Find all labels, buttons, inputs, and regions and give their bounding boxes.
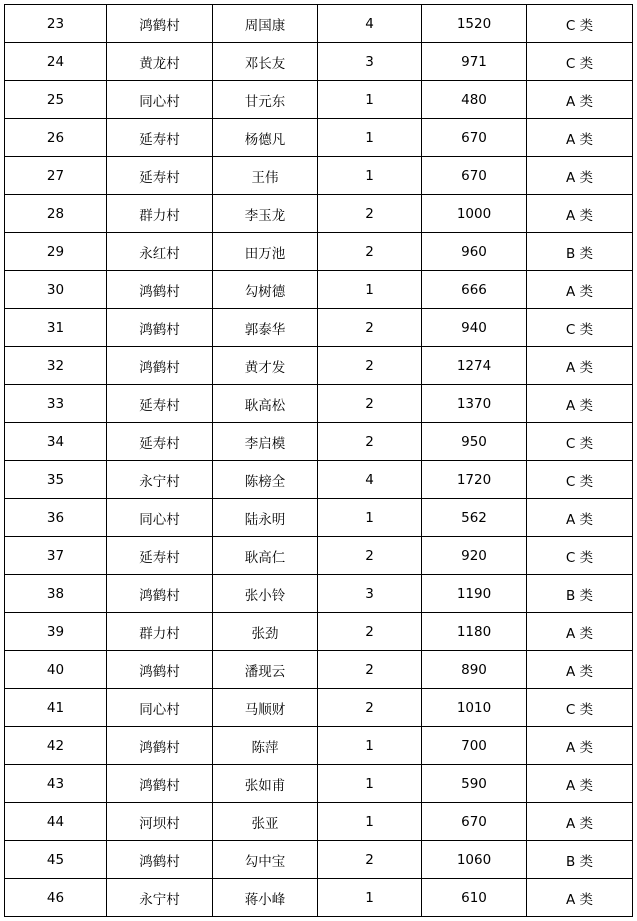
category-cell: A 类 bbox=[527, 765, 633, 803]
village-cell: 延寿村 bbox=[107, 537, 213, 575]
village-cell: 同心村 bbox=[107, 81, 213, 119]
household-size-cell: 2 bbox=[318, 537, 422, 575]
category-cell: C 类 bbox=[527, 5, 633, 43]
table-row bbox=[5, 5, 633, 43]
household-size-cell: 2 bbox=[318, 347, 422, 385]
person-name-cell: 张如甫 bbox=[213, 765, 318, 803]
amount-cell: 670 bbox=[422, 803, 527, 841]
amount-cell: 610 bbox=[422, 879, 527, 917]
amount-cell: 700 bbox=[422, 727, 527, 765]
row-number-cell: 37 bbox=[5, 537, 107, 575]
table-row bbox=[5, 233, 633, 271]
village-cell: 同心村 bbox=[107, 499, 213, 537]
row-number-cell: 39 bbox=[5, 613, 107, 651]
category-cell: C 类 bbox=[527, 309, 633, 347]
row-number-cell: 30 bbox=[5, 271, 107, 309]
household-size-cell: 1 bbox=[318, 879, 422, 917]
person-name-cell: 潘现云 bbox=[213, 651, 318, 689]
amount-cell: 1370 bbox=[422, 385, 527, 423]
category-cell: B 类 bbox=[527, 233, 633, 271]
amount-cell: 670 bbox=[422, 119, 527, 157]
row-number-cell: 35 bbox=[5, 461, 107, 499]
table-row bbox=[5, 81, 633, 119]
household-size-cell: 3 bbox=[318, 43, 422, 81]
village-cell: 鸿鹤村 bbox=[107, 651, 213, 689]
amount-cell: 1190 bbox=[422, 575, 527, 613]
category-cell: A 类 bbox=[527, 727, 633, 765]
category-cell: C 类 bbox=[527, 537, 633, 575]
row-number-cell: 45 bbox=[5, 841, 107, 879]
village-cell: 河坝村 bbox=[107, 803, 213, 841]
village-cell: 鸿鹤村 bbox=[107, 841, 213, 879]
category-cell: B 类 bbox=[527, 841, 633, 879]
person-name-cell: 郭泰华 bbox=[213, 309, 318, 347]
row-number-cell: 27 bbox=[5, 157, 107, 195]
household-size-cell: 1 bbox=[318, 81, 422, 119]
table-row bbox=[5, 347, 633, 385]
household-size-cell: 2 bbox=[318, 385, 422, 423]
amount-cell: 666 bbox=[422, 271, 527, 309]
category-cell: A 类 bbox=[527, 803, 633, 841]
person-name-cell: 杨德凡 bbox=[213, 119, 318, 157]
table-row bbox=[5, 119, 633, 157]
person-name-cell: 李玉龙 bbox=[213, 195, 318, 233]
household-size-cell: 4 bbox=[318, 461, 422, 499]
row-number-cell: 42 bbox=[5, 727, 107, 765]
category-cell: C 类 bbox=[527, 461, 633, 499]
household-size-cell: 1 bbox=[318, 119, 422, 157]
household-size-cell: 2 bbox=[318, 309, 422, 347]
amount-cell: 590 bbox=[422, 765, 527, 803]
table-row bbox=[5, 613, 633, 651]
household-size-cell: 2 bbox=[318, 841, 422, 879]
category-cell: A 类 bbox=[527, 157, 633, 195]
row-number-cell: 26 bbox=[5, 119, 107, 157]
category-cell: A 类 bbox=[527, 119, 633, 157]
person-name-cell: 李启模 bbox=[213, 423, 318, 461]
amount-cell: 950 bbox=[422, 423, 527, 461]
person-name-cell: 耿高松 bbox=[213, 385, 318, 423]
category-cell: A 类 bbox=[527, 879, 633, 917]
amount-cell: 1180 bbox=[422, 613, 527, 651]
village-cell: 黄龙村 bbox=[107, 43, 213, 81]
amount-cell: 1000 bbox=[422, 195, 527, 233]
person-name-cell: 黄才发 bbox=[213, 347, 318, 385]
amount-cell: 562 bbox=[422, 499, 527, 537]
amount-cell: 1010 bbox=[422, 689, 527, 727]
person-name-cell: 周国康 bbox=[213, 5, 318, 43]
person-name-cell: 王伟 bbox=[213, 157, 318, 195]
table-row bbox=[5, 879, 633, 917]
row-number-cell: 23 bbox=[5, 5, 107, 43]
category-cell: A 类 bbox=[527, 195, 633, 233]
household-size-cell: 2 bbox=[318, 613, 422, 651]
records-table-body bbox=[5, 5, 633, 917]
row-number-cell: 25 bbox=[5, 81, 107, 119]
table-row bbox=[5, 499, 633, 537]
category-cell: A 类 bbox=[527, 81, 633, 119]
household-size-cell: 2 bbox=[318, 423, 422, 461]
village-cell: 鸿鹤村 bbox=[107, 575, 213, 613]
person-name-cell: 陈萍 bbox=[213, 727, 318, 765]
person-name-cell: 张劲 bbox=[213, 613, 318, 651]
category-cell: A 类 bbox=[527, 499, 633, 537]
table-row bbox=[5, 765, 633, 803]
amount-cell: 670 bbox=[422, 157, 527, 195]
table-row bbox=[5, 841, 633, 879]
person-name-cell: 田万池 bbox=[213, 233, 318, 271]
row-number-cell: 36 bbox=[5, 499, 107, 537]
person-name-cell: 张亚 bbox=[213, 803, 318, 841]
household-size-cell: 1 bbox=[318, 499, 422, 537]
household-size-cell: 1 bbox=[318, 727, 422, 765]
row-number-cell: 33 bbox=[5, 385, 107, 423]
table-row bbox=[5, 423, 633, 461]
row-number-cell: 40 bbox=[5, 651, 107, 689]
person-name-cell: 勾中宝 bbox=[213, 841, 318, 879]
records-table bbox=[4, 4, 633, 917]
category-cell: C 类 bbox=[527, 423, 633, 461]
village-cell: 永红村 bbox=[107, 233, 213, 271]
row-number-cell: 29 bbox=[5, 233, 107, 271]
row-number-cell: 24 bbox=[5, 43, 107, 81]
household-size-cell: 4 bbox=[318, 5, 422, 43]
person-name-cell: 陈榜全 bbox=[213, 461, 318, 499]
village-cell: 鸿鹤村 bbox=[107, 727, 213, 765]
row-number-cell: 43 bbox=[5, 765, 107, 803]
table-row bbox=[5, 727, 633, 765]
row-number-cell: 46 bbox=[5, 879, 107, 917]
village-cell: 同心村 bbox=[107, 689, 213, 727]
table-row bbox=[5, 157, 633, 195]
table-row bbox=[5, 271, 633, 309]
village-cell: 群力村 bbox=[107, 613, 213, 651]
village-cell: 延寿村 bbox=[107, 385, 213, 423]
village-cell: 鸿鹤村 bbox=[107, 271, 213, 309]
row-number-cell: 41 bbox=[5, 689, 107, 727]
amount-cell: 960 bbox=[422, 233, 527, 271]
category-cell: C 类 bbox=[527, 43, 633, 81]
person-name-cell: 邓长友 bbox=[213, 43, 318, 81]
village-cell: 鸿鹤村 bbox=[107, 5, 213, 43]
household-size-cell: 3 bbox=[318, 575, 422, 613]
row-number-cell: 38 bbox=[5, 575, 107, 613]
table-row bbox=[5, 803, 633, 841]
row-number-cell: 28 bbox=[5, 195, 107, 233]
household-size-cell: 1 bbox=[318, 803, 422, 841]
person-name-cell: 甘元东 bbox=[213, 81, 318, 119]
village-cell: 鸿鹤村 bbox=[107, 765, 213, 803]
row-number-cell: 34 bbox=[5, 423, 107, 461]
table-row bbox=[5, 575, 633, 613]
table-row bbox=[5, 461, 633, 499]
person-name-cell: 马顺财 bbox=[213, 689, 318, 727]
category-cell: A 类 bbox=[527, 385, 633, 423]
person-name-cell: 蒋小峰 bbox=[213, 879, 318, 917]
person-name-cell: 陆永明 bbox=[213, 499, 318, 537]
household-size-cell: 2 bbox=[318, 195, 422, 233]
village-cell: 鸿鹤村 bbox=[107, 309, 213, 347]
amount-cell: 1720 bbox=[422, 461, 527, 499]
category-cell: A 类 bbox=[527, 271, 633, 309]
table-row bbox=[5, 537, 633, 575]
row-number-cell: 31 bbox=[5, 309, 107, 347]
row-number-cell: 32 bbox=[5, 347, 107, 385]
village-cell: 永宁村 bbox=[107, 879, 213, 917]
person-name-cell: 张小铃 bbox=[213, 575, 318, 613]
table-row bbox=[5, 651, 633, 689]
household-size-cell: 1 bbox=[318, 157, 422, 195]
amount-cell: 920 bbox=[422, 537, 527, 575]
table-row bbox=[5, 385, 633, 423]
table-row bbox=[5, 195, 633, 233]
category-cell: A 类 bbox=[527, 613, 633, 651]
row-number-cell: 44 bbox=[5, 803, 107, 841]
household-size-cell: 2 bbox=[318, 233, 422, 271]
village-cell: 永宁村 bbox=[107, 461, 213, 499]
village-cell: 群力村 bbox=[107, 195, 213, 233]
amount-cell: 1274 bbox=[422, 347, 527, 385]
village-cell: 鸿鹤村 bbox=[107, 347, 213, 385]
village-cell: 延寿村 bbox=[107, 423, 213, 461]
table-row bbox=[5, 689, 633, 727]
document-table-container bbox=[4, 4, 632, 917]
village-cell: 延寿村 bbox=[107, 157, 213, 195]
amount-cell: 940 bbox=[422, 309, 527, 347]
household-size-cell: 2 bbox=[318, 689, 422, 727]
category-cell: B 类 bbox=[527, 575, 633, 613]
household-size-cell: 2 bbox=[318, 651, 422, 689]
household-size-cell: 1 bbox=[318, 271, 422, 309]
amount-cell: 1060 bbox=[422, 841, 527, 879]
amount-cell: 890 bbox=[422, 651, 527, 689]
amount-cell: 971 bbox=[422, 43, 527, 81]
person-name-cell: 勾树德 bbox=[213, 271, 318, 309]
category-cell: C 类 bbox=[527, 689, 633, 727]
household-size-cell: 1 bbox=[318, 765, 422, 803]
person-name-cell: 耿高仁 bbox=[213, 537, 318, 575]
category-cell: A 类 bbox=[527, 347, 633, 385]
table-row bbox=[5, 309, 633, 347]
village-cell: 延寿村 bbox=[107, 119, 213, 157]
table-row bbox=[5, 43, 633, 81]
category-cell: A 类 bbox=[527, 651, 633, 689]
amount-cell: 1520 bbox=[422, 5, 527, 43]
amount-cell: 480 bbox=[422, 81, 527, 119]
